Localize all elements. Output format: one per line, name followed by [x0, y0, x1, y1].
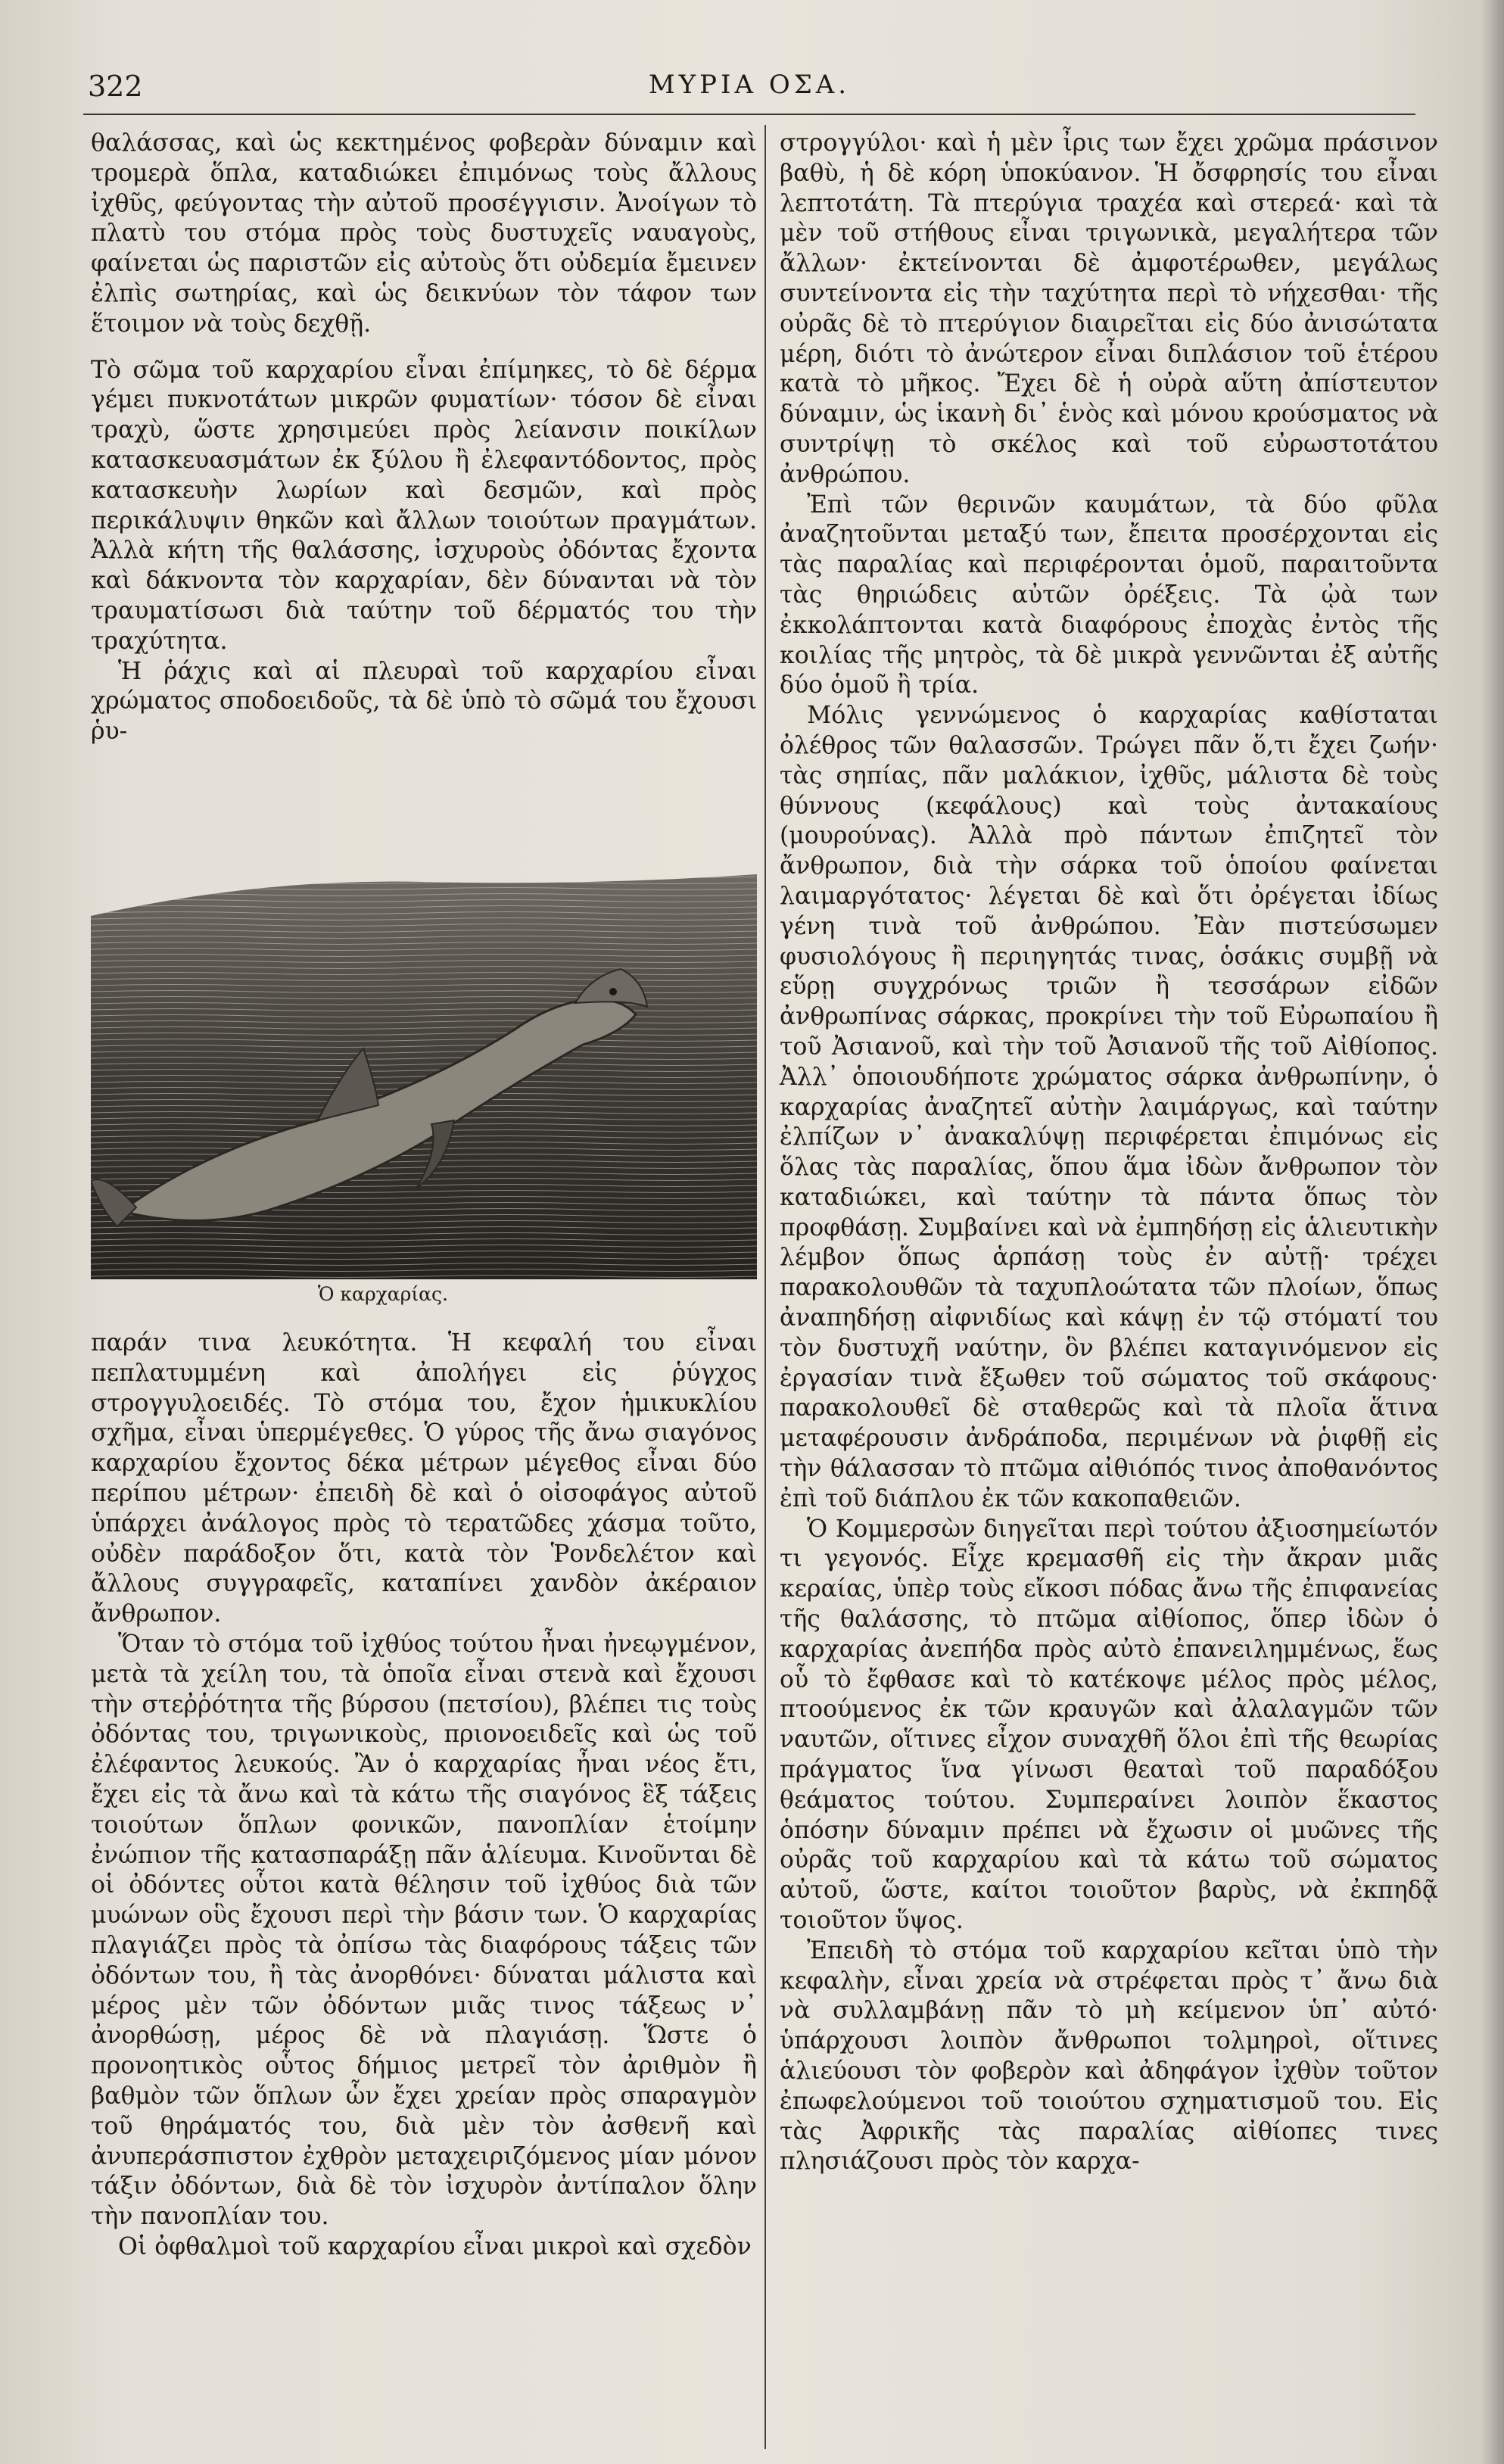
paragraph: Τὸ σῶμα τοῦ καρχαρίου εἶναι ἐπίμηκες, τὸ δὲ δέρμα γέμει πυκνοτάτων μικρῶν φυματίων· τόσον δὲ εἶναι τραχὺ, ὥστε χρησιμεύει πρὸς λείανσιν ποικίλων κατασκευασμάτων ἐκ ξύλου ἢ ἐλεφαντόδοντος, πρὸς κατασκευὴν λωρίων καὶ δεσμῶν, καὶ πρὸς περικάλυψιν θηκῶν καὶ ἄλλων τοιούτων πραγμάτων. Ἀλλὰ κήτη τῆς θαλάσσης, ἰσχυροὺς ὀδόντας ἔχοντα καὶ δάκνοντα τὸν καρχαρίαν, δὲν δύνανται νὰ τὸν τραυματίσωσι διὰ ταύτην τοῦ δέρματός του τὴν τραχύτητα. [91, 356, 757, 655]
paragraph: Ὅταν τὸ στόμα τοῦ ἰχθύος τούτου ἦναι ἠνεῳγμένον, μετὰ τὰ χείλη του, τὰ ὁποῖα εἶναι στενὰ καὶ ἔχουσι τὴν στεῤῥότητα τῆς βύρσου (πετσίου), βλέπει τις τοὺς ὀδόντας του, τριγωνικοὺς, πριονοειδεῖς καὶ ὡς τοῦ ἐλέφαντος λευκούς. Ἂν ὁ καρχαρίας ἦναι νέος ἔτι, ἔχει εἰς τὰ ἄνω καὶ τὰ κάτω τῆς σιαγόνος ἓξ τάξεις τοιούτων ὅπλων φονικῶν, πανοπλίαν ἑτοίμην ἐνώπιον τῆς κατασπαράξῃ πᾶν ἁλίευμα. Κινοῦνται δὲ οἱ ὀδόντες οὗτοι κατὰ θέλησιν τοῦ ἰχθύος διὰ τῶν μυώνων οὓς ἔχουσι περὶ τὴν βάσιν των. Ὁ καρχαρίας πλαγιάζει πρὸς τὰ ὀπίσω τὰς διαφόρους τάξεις τῶν ὀδόντων του, ἢ τὰς ἀνορθόνει· δύναται μάλιστα καὶ μέρος μὲν τῶν ὀδόντων μιᾶς τινος τάξεως ν᾽ ἀνορθώσῃ, μέρος δὲ νὰ πλαγιάσῃ. Ὥστε ὁ προνοητικὸς οὗτος δήμιος μετρεῖ τὸν ἀριθμὸν ἢ βαθμὸν τῶν ὅπλων ὧν ἔχει χρείαν πρὸς σπαραγμὸν τοῦ θηράματός του, διὰ μὲν τὸν ἀσθενῆ καὶ ἀνυπεράσπιστον ἐχθρὸν μεταχειριζόμενος μίαν μόνον τάξιν ὀδόντων, διὰ δὲ τὸν ἰσχυρὸν ἀντίπαλον ὅλην τὴν πανοπλίαν του. [91, 1630, 757, 2231]
engraving-svg [91, 855, 757, 1279]
paragraph: Ἐπὶ τῶν θερινῶν καυμάτων, τὰ δύο φῦλα ἀναζητοῦνται μεταξύ των, ἔπειτα προσέρχονται εἰς τὰς παραλίας καὶ περιφέρονται ὁμοῦ, παραιτοῦντα τὰς θηριώδεις αὐτῶν ὀρέξεις. Τὰ ᾠὰ των ἐκκολάπτονται κατὰ διαφόρους ἐποχὰς ἐντὸς τῆς κοιλίας τῆς μητρὸς, τὰ δὲ μικρὰ γεννῶνται ἐξ αὐτῆς δύο ὁμοῦ ἢ τρία. [780, 491, 1438, 699]
page-edge-shadow [1481, 0, 1504, 2464]
paragraph: Μόλις γεννώμενος ὁ καρχαρίας καθίσταται ὀλέθρος τῶν θαλασσῶν. Τρώγει πᾶν ὅ,τι ἔχει ζωήν· τὰς σηπίας, πᾶν μαλάκιον, ἰχθῦς, μάλιστα δὲ τοὺς θύννους (κεφάλους) καὶ τοὺς ἀντακαίους (μουρούνας). Ἀλλὰ πρὸ πάντων ἐπιζητεῖ τὸν ἄνθρωπον, διὰ τὴν σάρκα τοῦ ὁποίου φαίνεται λαιμαργότατος· λέγεται δὲ καὶ ὅτι ὀρέγεται ἰδίως γένη τινὰ τοῦ ἀνθρώπου. Ἐὰν πιστεύσωμεν φυσιολόγους ἢ περιηγητάς τινας, ὁσάκις συμβῇ νὰ εὕρῃ συγχρόνως τριῶν ἢ τεσσάρων εἰδῶν ἀνθρωπίνας σάρκας, προκρίνει τὴν τοῦ Εὐρωπαίου ἢ τοῦ Ἀσιανοῦ, καὶ τὴν τοῦ Ἀσιανοῦ τῆς τοῦ Αἰθίοπος. Ἀλλ᾽ ὁποιουδήποτε χρώματος σάρκα ἀνθρωπίνην, ὁ καρχαρίας ἀναζητεῖ αὐτὴν λαιμάργως, καὶ ταύτην ἐλπίζων ν᾽ ἀνακαλύψῃ περιφέρεται ἐπιμόνως εἰς ὅλας τὰς παραλίας, ὅπου ἅμα ἰδὼν ἄνθρωπον τὸν καταδιώκει, καὶ ταύτην τὰ πάντα ὅπως τὸν προφθάσῃ. Συμβαίνει καὶ νὰ ἐμπηδήσῃ εἰς ἁλιευτικὴν λέμβον ὅπως ἁρπάσῃ τοὺς ἐν αὐτῇ· τρέχει παρακολουθῶν τὰ ταχυπλοώτατα τῶν πλοίων, ὅπως ἀναπηδήσῃ αἰφνιδίως καὶ κάψῃ ἐν τῷ στόματί του τὸν δυστυχῆ ναύτην, ὃν βλέπει καταγινόμενον εἰς ἐργασίαν τινὰ ἔξωθεν τοῦ σώματος τοῦ σκάφους· παρακολουθεῖ δὲ σταθερῶς καὶ τὰ πλοῖα ἅτινα μεταφέρουσιν ἀνδράποδα, περιμένων νὰ ῥιφθῇ εἰς τὴν θάλασσαν τὸ πτῶμα αἰθιόπός τινος ἀποθανόντος ἐπὶ τοῦ διάπλου ἐκ τῶν κακοπαθειῶν. [780, 702, 1438, 1512]
paragraph: Ὁ Κομμερσὼν διηγεῖται περὶ τούτου ἀξιοσημείωτόν τι γεγονός. Εἶχε κρεμασθῆ εἰς τὴν ἄκραν μιᾶς κεραίας, ὑπὲρ τοὺς εἴκοσι πόδας ἄνω τῆς ἐπιφανείας τῆς θαλάσσης, τὸ πτῶμα αἰθίοπος, ὅπερ ἰδὼν ὁ καρχαρίας ἀνεπήδα πρὸς αὐτὸ ἐπανειλημμένως, ἕως οὗ τὸ ἔφθασε καὶ τὸ κατέκοψε μέλος πρὸς μέλος, πτοούμενος ἐκ τῶν κραυγῶν καὶ ἀλαλαγμῶν τῶν ναυτῶν, οἵτινες εἶχον συναχθῆ ὅλοι ἐπὶ τῆς θεωρίας πράγματος ἵνα γίνωσι θεαταὶ τοῦ παραδόξου θεάματος τούτου. Συμπεραίνει λοιπὸν ἕκαστος ὁπόσην δύναμιν πρέπει νὰ ἔχωσιν οἱ μυῶνες τῆς οὐρᾶς τοῦ καρχαρίου καὶ τὰ κάτω τοῦ σώματος αὐτοῦ, ὥστε, καίτοι τοιοῦτον βαρὺς, νὰ ἐκπηδᾷ τοιοῦτον ὕψος. [780, 1515, 1438, 1935]
shark-illustration [91, 855, 757, 1279]
header-rule [83, 114, 1415, 115]
page-number: 322 [88, 70, 143, 103]
paragraph: Οἱ ὀφθαλμοὶ τοῦ καρχαρίου εἶναι μικροὶ καὶ σχεδὸν [118, 2232, 752, 2260]
left-column-top [91, 129, 757, 747]
paragraph: στρογγύλοι· καὶ ἡ μὲν ἶρις των ἔχει χρῶμα πράσινον βαθὺ, ἡ δὲ κόρη ὑποκύανον. Ἡ ὄσφρησίς του εἶναι λεπτοτάτη. Τὰ πτερύγια τραχέα καὶ στερεά· καὶ τὰ μὲν τοῦ στήθους εἶναι τριγωνικὰ, μεγαλήτερα τῶν ἄλλων· ἐκτείνονται δὲ ἀμφοτέρωθεν, μεγάλως συντείνοντα εἰς τὴν ταχύτητα περὶ τὸ νήχεσθαι· τῆς οὐρᾶς δὲ τὸ πτερύγιον διαιρεῖται εἰς δύο ἀνισώτατα μέρη, διότι τὸ ἀνώτερον εἶναι διπλάσιον τοῦ ἑτέρου κατὰ τὸ μῆκος. Ἔχει δὲ ἡ οὐρὰ αὕτη ἀπίστευτον δύναμιν, ὡς ἱκανὴ δι᾽ ἑνὸς καὶ μόνου κρούσματος νὰ συντρίψῃ τὸ σκέλος καὶ τοῦ εὐρωστοτάτου ἀνθρώπου. [780, 129, 1438, 488]
shark-eye [609, 988, 617, 995]
running-title: ΜΥΡΙΑ ΟΣΑ. [648, 70, 851, 100]
figure-caption: Ὁ καρχαρίας. [318, 1283, 448, 1305]
paragraph: Ἡ ῥάχις καὶ αἱ πλευραὶ τοῦ καρχαρίου εἶναι χρώματος σποδοειδοῦς, τὰ δὲ ὑπὸ τὸ σῶμά του ἔχουσι ῥυ- [91, 657, 757, 746]
right-column [780, 129, 1438, 2177]
left-column-bottom [91, 1329, 757, 2263]
column-divider [764, 125, 766, 2449]
paragraph: θαλάσσας, καὶ ὡς κεκτημένος φοβερὰν δύναμιν καὶ τρομερὰ ὅπλα, καταδιώκει ἐπιμόνως τοὺς ἄλλους ἰχθῦς, φεύγοντας τὴν αὐτοῦ προσέγγισιν. Ἀνοίγων τὸ πλατὺ του στόμα πρὸς τοὺς δυστυχεῖς ναυαγοὺς, φαίνεται ὡς παριστῶν εἰς αὐτοὺς ὅτι οὐδεμία ἔμεινεν ἐλπὶς σωτηρίας, καὶ ὡς δεικνύων τὸν τάφον των ἕτοιμον νὰ τοὺς δεχθῇ. [91, 129, 757, 338]
paragraph: Ἐπειδὴ τὸ στόμα τοῦ καρχαρίου κεῖται ὑπὸ τὴν κεφαλὴν, εἶναι χρεία νὰ στρέφεται πρὸς τ᾽ ἄνω διὰ νὰ συλλαμβάνῃ πᾶν τὸ μὴ κείμενον ὑπ᾽ αὐτό· ὑπάρχουσι λοιπὸν ἄνθρωποι τολμηροὶ, οἵτινες ἁλιεύουσι τὸν φοβερὸν καὶ ἀδηφάγον ἰχθὺν τοῦτον ἐπωφελούμενοι τοῦ τοιούτου σχηματισμοῦ του. Εἰς τὰς Ἀφρικῆς τὰς παραλίας αἰθίοπες τινες πλησιάζουσι πρὸς τὸν καρχα- [780, 1936, 1438, 2176]
page-header [83, 62, 1415, 107]
paragraph: παράν τινα λευκότητα. Ἡ κεφαλή του εἶναι πεπλατυμμένη καὶ ἀπολήγει εἰς ῥύγχος στρογγυλοειδές. Τὸ στόμα του, ἔχον ἡμικυκλίου σχῆμα, εἶναι ὑπερμέγεθες. Ὁ γύρος τῆς ἄνω σιαγόνος καρχαρίου ἔχοντος δέκα μέτρων μέγεθος εἶναι δύο περίπου μέτρων· ἐπειδὴ δὲ καὶ ὁ οἰσοφάγος αὐτοῦ ὑπάρχει ἀνάλογος πρὸς τὸ τερατῶδες χάσμα τοῦτο, οὐδὲν παράδοξον ὅτι, κατὰ τὸν Ῥονδελέτον καὶ ἄλλους συγγραφεῖς, καταπίνει χανδὸν ἀκέραιον ἄνθρωπον. [91, 1329, 757, 1628]
